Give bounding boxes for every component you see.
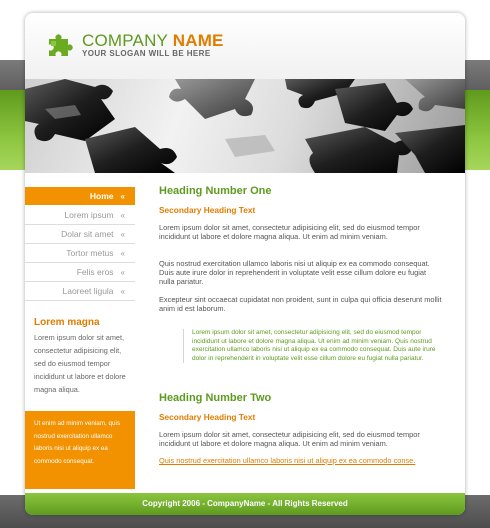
sidebar-item-home[interactable] bbox=[25, 187, 135, 206]
sidebar-item-dolar-sit-amet[interactable] bbox=[25, 225, 135, 244]
content-link[interactable]: Quis nostrud exercitation ullamco laboris nisi ut aliquip ex ea commodo conse. bbox=[159, 456, 416, 465]
sidebar-item-label: Tortor metus bbox=[66, 248, 114, 258]
slogan: YOUR SLOGAN WILL BE HERE bbox=[82, 49, 211, 58]
double-chevron-left-icon: « bbox=[120, 211, 125, 220]
heading-one: Heading Number One bbox=[159, 185, 272, 197]
sidebar-item-laoreet-ligula[interactable] bbox=[25, 282, 135, 301]
sidebar-item-label: Dolar sit amet bbox=[61, 229, 114, 239]
sidebar-item-label: Lorem ipsum bbox=[64, 210, 114, 220]
footer: Copyright 2006 - CompanyName - All Rights Reserved bbox=[25, 493, 465, 515]
banner-image bbox=[25, 79, 465, 173]
double-chevron-left-icon: « bbox=[120, 249, 125, 258]
sidebar-nav bbox=[25, 187, 135, 301]
paragraph-2: Quis nostrud exercitation ullamco laboris nisi ut aliquip ex ea commodo consequat. Duis aute irure dolor in reprehenderit in voluptate velit esse cillum dolore eu fugiat nulla pariatur. bbox=[159, 259, 430, 287]
sidebar-item-label: Laoreet ligula bbox=[62, 286, 114, 296]
sidebar-item-tortor-metus[interactable] bbox=[25, 244, 135, 263]
double-chevron-left-icon: « bbox=[120, 268, 125, 277]
paragraph-4: Lorem ipsum dolor sit amet, consectetur adipisicing elit, sed do eiusmod tempor incididunt ut labore et dolore magna aliqua. Ut enim ad minim veniam. bbox=[159, 430, 420, 449]
heading-two: Heading Number Two bbox=[159, 392, 272, 404]
secondary-heading-one: Secondary Heading Text bbox=[159, 205, 256, 215]
paragraph-3: Excepteur sint occaecat cupidatat non proident, sunt in culpa qui officia deserunt mollit anim id est laborum. bbox=[159, 295, 442, 314]
company-name-first: COMPANY bbox=[82, 31, 168, 50]
sidebar-highlight-box: Ut enim ad minim veniam, quis nostrud exercitation ullamco laboris nisi ut aliquip ex ea commodo consequat. bbox=[25, 411, 135, 489]
secondary-heading-two: Secondary Heading Text bbox=[159, 412, 256, 422]
double-chevron-left-icon: « bbox=[120, 192, 125, 201]
sidebar-item-felis-eros[interactable] bbox=[25, 263, 135, 282]
puzzle-piece-icon bbox=[47, 33, 75, 57]
header bbox=[25, 13, 465, 79]
sidebar-item-lorem-ipsum[interactable] bbox=[25, 206, 135, 225]
company-name-second: NAME bbox=[172, 31, 224, 50]
sidebar-item-label: Felis eros bbox=[76, 267, 114, 277]
blockquote: Lorem ipsum dolor sit amet, consectetur adipisicing elit, sed do eiusmod tempor incididunt ut labore et dolore magna aliqua. Ut enim ad minim veniam. Quis nostrud exercitation ullamco laboris nisi ut aliquip ex ea commodo consequat. Duis aute irure dolor in reprehenderit in voluptate velit esse cillum dolore eu fugiat nulla pariatur. bbox=[183, 329, 441, 363]
double-chevron-left-icon: « bbox=[120, 230, 125, 239]
paragraph-1: Lorem ipsum dolor sit amet, consectetur adipisicing elit, sed do eiusmod tempor incididunt ut labore et dolore magna aliqua. Ut enim ad minim veniam. bbox=[159, 223, 420, 242]
company-name[interactable] bbox=[82, 31, 224, 51]
puzzle-photo-graphic bbox=[25, 79, 465, 173]
double-chevron-left-icon: « bbox=[120, 287, 125, 296]
sidebar-text: Lorem ipsum dolor sit amet, consectetur adipisicing elit, sed do eiusmod tempor incididunt ut labore et dolore magna aliqua. bbox=[34, 333, 126, 394]
sidebar-heading: Lorem magna bbox=[34, 317, 100, 328]
sidebar-item-label: Home bbox=[89, 191, 114, 201]
page-container bbox=[25, 13, 465, 515]
